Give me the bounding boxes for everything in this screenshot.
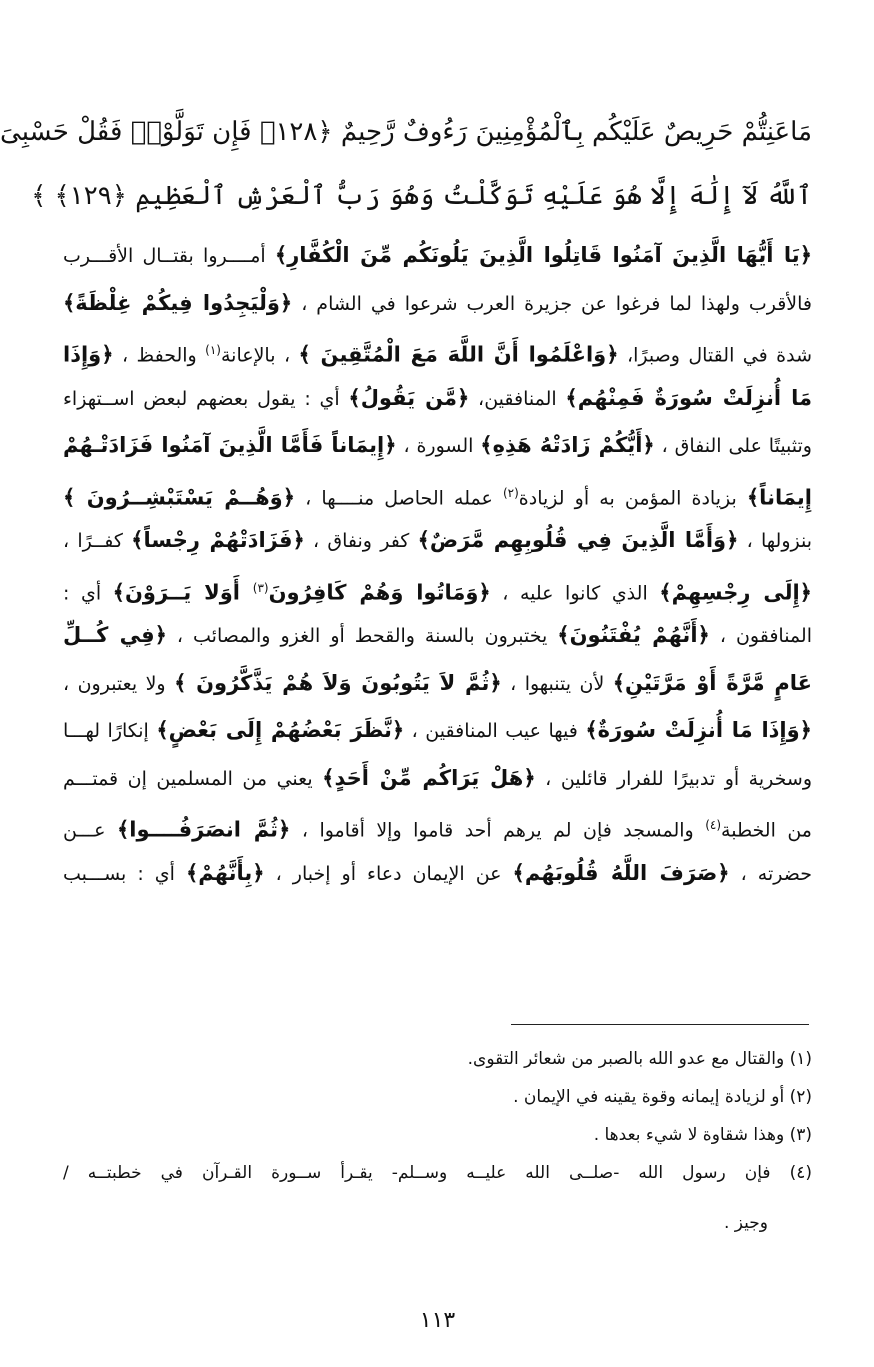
footnote-2: (٢) أو لزيادة إيمانه وقوة يقينه في الإيمان . — [513, 1087, 812, 1107]
body-line — [63, 422, 812, 470]
commentary-text: فالأقرب ولهذا لما فرغوا عن جزيرة العرب شرعوا في الشام ، — [292, 292, 812, 315]
quran-quote: عَامٍ مَّرَّةً أَوْ مَرَّتَيْنِ﴾ — [612, 670, 813, 695]
quran-quote: ﴿إِلَى رِجْسِهِمْ﴾ — [659, 579, 812, 604]
footnote-ref: (٣) — [252, 580, 269, 595]
commentary-text: ولا يعتبرون ، — [63, 672, 175, 695]
commentary-text: والمسجد فإن لم يرهم أحد قاموا وإلا أقاموا ، — [290, 819, 706, 842]
quran-quote: ﴿نَّظَرَ بَعْضُهُمْ إِلَى بَعْضٍ﴾ — [156, 718, 405, 742]
commentary-text: يختبرون بالسنة والقحط أو الغزو والمصائب ، — [166, 625, 558, 647]
commentary-text: أي : يقول بعضهم لبعض اســتهزاء — [63, 387, 349, 410]
quran-quote: ﴿وَلْيَجِدُوا فِيكُمْ غِلْظَةً﴾ — [63, 290, 293, 315]
quran-quote: ﴿وَإِذَا — [63, 342, 114, 367]
commentary-text: عن الإيمان دعاء أو إخبار ، — [264, 862, 513, 885]
quran-quote: ﴿وَهُــمْ يَسْتَبْشِــرُونَ ﴾ — [63, 484, 296, 509]
body-line — [63, 375, 812, 423]
body-line — [63, 517, 812, 565]
commentary-text: إنكارًا لهـــا — [63, 720, 157, 742]
verse-line: ٱللَّهُ لَآ إِلَٰهَ إِلَّا هُوَ عَلَيْهِ تَوَكَّلْتُ وَهُوَ رَبُّ ٱلْعَرْشِ ٱلْعَظِيمِ ﴿١٢٩﴾ ﴾ — [31, 181, 812, 211]
tafsir-body-text — [63, 232, 812, 897]
quran-quote: ﴿وَمَاتُوا وَهُمْ كَافِرُونَ — [268, 579, 491, 604]
body-line — [63, 802, 812, 850]
quran-quote: ﴿هَلْ يَرَاكُم مِّنْ أَحَدٍ﴾ — [322, 765, 536, 790]
quran-quote: ﴿وَأَمَّا الَّذِينَ فِي قُلُوبِهِم مَّرَضٌ﴾ — [417, 528, 739, 552]
quran-quote: ﴿ثُمَّ انصَرَفُــــوا﴾ — [116, 817, 291, 842]
commentary-text: وسخرية أو تدبيرًا للفرار قائلين ، — [535, 767, 813, 790]
commentary-text: المنافقين، — [469, 387, 566, 410]
body-line — [63, 612, 812, 660]
body-line — [63, 327, 812, 375]
quran-quote: ﴿فَزَادَتْهُمْ رِجْساً﴾ — [131, 528, 305, 552]
body-line — [63, 280, 812, 328]
quran-quote: ﴿أَيُّكُمْ زَادَتْهُ هَذِهِ﴾ — [480, 433, 655, 457]
footnote-ref: (٤) — [705, 818, 722, 832]
page-number: ١١٣ — [419, 1308, 456, 1333]
footnote-ref: (١) — [205, 343, 221, 357]
footnote-separator — [511, 1024, 809, 1025]
commentary-text: يعني من المسلمين إن قمتـــم — [63, 767, 323, 790]
commentary-text: لأن يتنبهوا ، — [501, 672, 613, 695]
commentary-text: شدة في القتال وصبرًا، — [618, 344, 812, 367]
commentary-text: كفر ونفاق ، — [304, 530, 418, 552]
commentary-text: بزيادة المؤمن به أو لزيادة — [518, 486, 747, 509]
footnote-4: (٤) فإن رسول الله -صلــى الله عليــه وســلم- يقـرأ ســورة القـرآن في خطبتــه / — [63, 1163, 812, 1183]
commentary-text: فيها عيب المنافقين ، — [404, 720, 586, 742]
quran-quote: أَوَلا يَــرَوْنَ﴾ — [112, 579, 253, 604]
quran-quote: ﴿مَّن يَقُولُ﴾ — [348, 385, 470, 410]
commentary-text: حضرته ، — [729, 862, 812, 885]
quran-quote: ﴿ثُمَّ لاَ يَتُوبُونَ وَلاَ هُمْ يَذَّكَّرُونَ ﴾ — [174, 670, 502, 695]
footnote-3: (٣) وهذا شقاوة لا شيء بعدها . — [593, 1125, 812, 1145]
commentary-text: أمــــروا بقتــال الأقـــرب — [63, 245, 275, 267]
commentary-text: المنافقون ، — [709, 625, 812, 647]
body-line — [63, 232, 812, 280]
commentary-text: أي : — [63, 581, 113, 604]
commentary-text: والحفظ ، — [113, 344, 206, 367]
body-line — [63, 850, 812, 898]
footnote-4-continuation: وجيز . — [723, 1213, 768, 1233]
quran-quote: ﴿فِي كُــلِّ — [63, 623, 167, 647]
footnote-ref: (٢) — [502, 485, 519, 500]
commentary-text: السورة ، — [396, 435, 481, 457]
quran-quote: ﴿وَإِذَا مَا أُنزِلَتْ سُورَةٌ﴾ — [585, 718, 812, 742]
quran-quote: ﴿أَنَّهُمْ يُفْتَنُونَ﴾ — [557, 623, 710, 647]
quran-quote: ﴿صَرَفَ اللَّهُ قُلُوبَهُم﴾ — [512, 860, 730, 885]
quran-quote: ﴿وَاعْلَمُوا أَنَّ اللَّهَ مَعَ الْمُتَّقِينَ ﴾ — [298, 342, 619, 367]
verse-line: مَاعَنِتُّمْ حَرِيصٌ عَلَيْكُم بِٱلْمُؤْمِنِينَ رَءُوفٌ رَّحِيمٌ ﴿١٢٨﴾ فَإِن تَوَلَّوْا۟ فَقُلْ حَسْبِىَ — [0, 117, 812, 147]
body-line — [63, 660, 812, 708]
footnote-1: (١) والقتال مع عدو الله بالصبر من شعائر التقوى. — [467, 1049, 812, 1069]
commentary-text: بنزولها ، — [738, 530, 813, 552]
quran-quote: ﴿بِأَنَّهُمْ﴾ — [185, 860, 265, 885]
body-line — [63, 755, 812, 803]
footnotes — [63, 1040, 812, 1242]
body-line — [63, 565, 812, 613]
quran-quote: ﴿إِيمَاناً فَأَمَّا الَّذِينَ آمَنُوا فَزَادَتْـهُمْ — [63, 433, 397, 457]
commentary-text: عـــن — [63, 819, 117, 842]
quran-quote: ﴿يَا أَيُّهَا الَّذِينَ آمَنُوا قَاتِلُوا الَّذِينَ يَلُونَكُم مِّنَ الْكُفَّارِ﴾ — [274, 243, 812, 267]
quran-verse-block — [0, 100, 812, 228]
body-line — [63, 707, 812, 755]
commentary-text: أي : بســـبب — [63, 862, 186, 885]
commentary-text: عمله الحاصل منــــها ، — [295, 486, 503, 509]
commentary-text: ، بالإعانة — [220, 344, 299, 367]
quran-quote: مَا أُنزِلَتْ سُورَةٌ فَمِنْهُم﴾ — [565, 385, 812, 410]
commentary-text: كفــرًا ، — [63, 530, 132, 552]
commentary-text: من الخطبة — [721, 819, 812, 842]
body-line — [63, 470, 812, 518]
book-page — [1, 0, 874, 1367]
commentary-text: الذي كانوا عليه ، — [490, 581, 660, 604]
quran-quote: إِيمَاناً﴾ — [746, 484, 812, 509]
commentary-text: وتثبيتًا على النفاق ، — [654, 435, 812, 457]
